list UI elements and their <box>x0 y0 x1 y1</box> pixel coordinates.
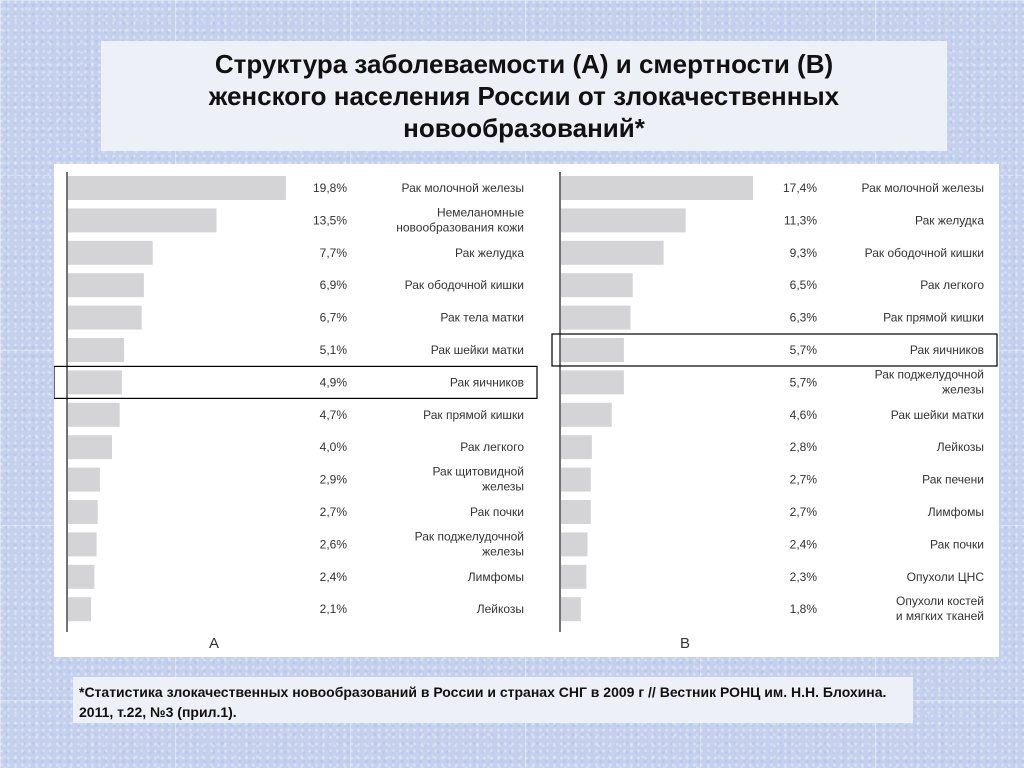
category-label: Рак печени <box>922 472 984 487</box>
value-label: 5,7% <box>789 375 817 390</box>
category-label: и мягких тканей <box>895 609 984 624</box>
category-label: железы <box>942 382 984 397</box>
value-label: 2,7% <box>319 505 347 519</box>
bar <box>68 273 144 297</box>
value-label: 2,4% <box>319 569 347 584</box>
category-label: Рак тела матки <box>440 310 524 325</box>
category-label: Рак легкого <box>460 440 524 455</box>
bar <box>561 532 587 556</box>
bar <box>561 176 753 200</box>
bar <box>68 306 142 330</box>
value-label: 1,8% <box>789 602 817 617</box>
category-label: Лимфомы <box>927 505 984 519</box>
bar <box>68 208 217 232</box>
bar <box>68 176 286 200</box>
category-label: Рак прямой кишки <box>883 310 984 325</box>
bar <box>561 403 612 427</box>
panel-label: B <box>679 635 691 652</box>
category-label: Рак прямой кишки <box>423 407 524 422</box>
panel-label: A <box>208 635 220 652</box>
bar <box>68 532 97 556</box>
category-label: Рак молочной железы <box>861 181 984 195</box>
category-label: Рак почки <box>470 505 524 519</box>
category-label: Рак желудка <box>455 245 524 260</box>
page-title: Структура заболеваемости (А) и смертности (В) женского населения России от злокачественных новообразований* <box>208 49 840 143</box>
category-label: новообразования кожи <box>396 220 524 235</box>
category-label: Лейкозы <box>476 602 524 617</box>
bar <box>561 306 631 330</box>
value-label: 4,9% <box>319 375 347 390</box>
category-label: Лейкозы <box>936 440 984 455</box>
category-label: Рак шейки матки <box>890 407 984 422</box>
chart-panel <box>54 164 999 657</box>
bar <box>68 338 124 362</box>
category-label: Рак поджелудочной <box>414 529 524 544</box>
bar <box>68 403 120 427</box>
value-label: 5,7% <box>789 343 817 357</box>
value-label: 4,6% <box>789 407 817 422</box>
value-label: 2,8% <box>789 440 817 455</box>
value-label: 4,7% <box>319 407 347 422</box>
bar <box>68 565 94 589</box>
value-label: 13,5% <box>312 213 347 228</box>
category-label: Рак почки <box>930 537 984 552</box>
value-label: 5,1% <box>319 343 347 357</box>
value-label: 6,3% <box>789 310 817 325</box>
bar <box>68 597 91 621</box>
value-label: 6,7% <box>319 310 347 325</box>
bar <box>561 273 633 297</box>
value-label: 2,7% <box>789 505 817 519</box>
category-label: Опухоли костей <box>896 594 984 609</box>
category-label: Лимфомы <box>467 569 524 584</box>
category-label: Опухоли ЦНС <box>906 569 984 584</box>
value-label: 7,7% <box>319 245 347 260</box>
value-label: 19,8% <box>312 181 347 195</box>
bar <box>561 500 591 524</box>
bar-charts <box>54 164 999 657</box>
value-label: 2,6% <box>319 537 347 552</box>
category-label: железы <box>482 544 524 559</box>
category-label: Рак шейки матки <box>430 343 524 357</box>
category-label: Рак молочной железы <box>401 181 524 195</box>
category-label: Рак ободочной кишки <box>404 278 524 293</box>
category-label: Рак желудка <box>915 213 984 228</box>
category-label: Рак легкого <box>920 278 984 293</box>
bar <box>561 468 591 492</box>
bar <box>561 597 581 621</box>
value-label: 4,0% <box>319 440 347 455</box>
bar <box>68 241 153 265</box>
bar <box>561 435 592 459</box>
value-label: 2,1% <box>319 602 347 617</box>
category-label: Рак поджелудочной <box>874 367 984 382</box>
value-label: 17,4% <box>782 181 817 195</box>
bar <box>68 468 100 492</box>
value-label: 2,7% <box>789 472 817 487</box>
value-label: 2,9% <box>319 472 347 487</box>
footnote: *Статистика злокачественных новообразований в России и странах СНГ в 2009 г // Вестник РОНЦ им. Н.Н. Блохина. 2011, т.22, №3 (прил.1). <box>73 677 913 723</box>
category-label: Немеланомные <box>436 205 524 220</box>
bar <box>68 500 98 524</box>
value-label: 6,5% <box>789 278 817 293</box>
bar <box>68 435 112 459</box>
value-label: 2,3% <box>789 569 817 584</box>
value-label: 2,4% <box>789 537 817 552</box>
bar <box>68 370 122 394</box>
bar <box>561 338 624 362</box>
bar <box>561 208 686 232</box>
value-label: 6,9% <box>319 278 347 293</box>
category-label: Рак яичников <box>449 375 524 390</box>
value-label: 11,3% <box>783 213 817 228</box>
title-box <box>101 41 947 151</box>
bar <box>561 241 664 265</box>
category-label: Рак яичников <box>909 343 984 357</box>
category-label: Рак ободочной кишки <box>864 245 984 260</box>
value-label: 9,3% <box>789 245 817 260</box>
category-label: Рак щитовидной <box>432 464 524 479</box>
bar <box>561 565 586 589</box>
bar <box>561 370 624 394</box>
category-label: железы <box>482 479 524 494</box>
